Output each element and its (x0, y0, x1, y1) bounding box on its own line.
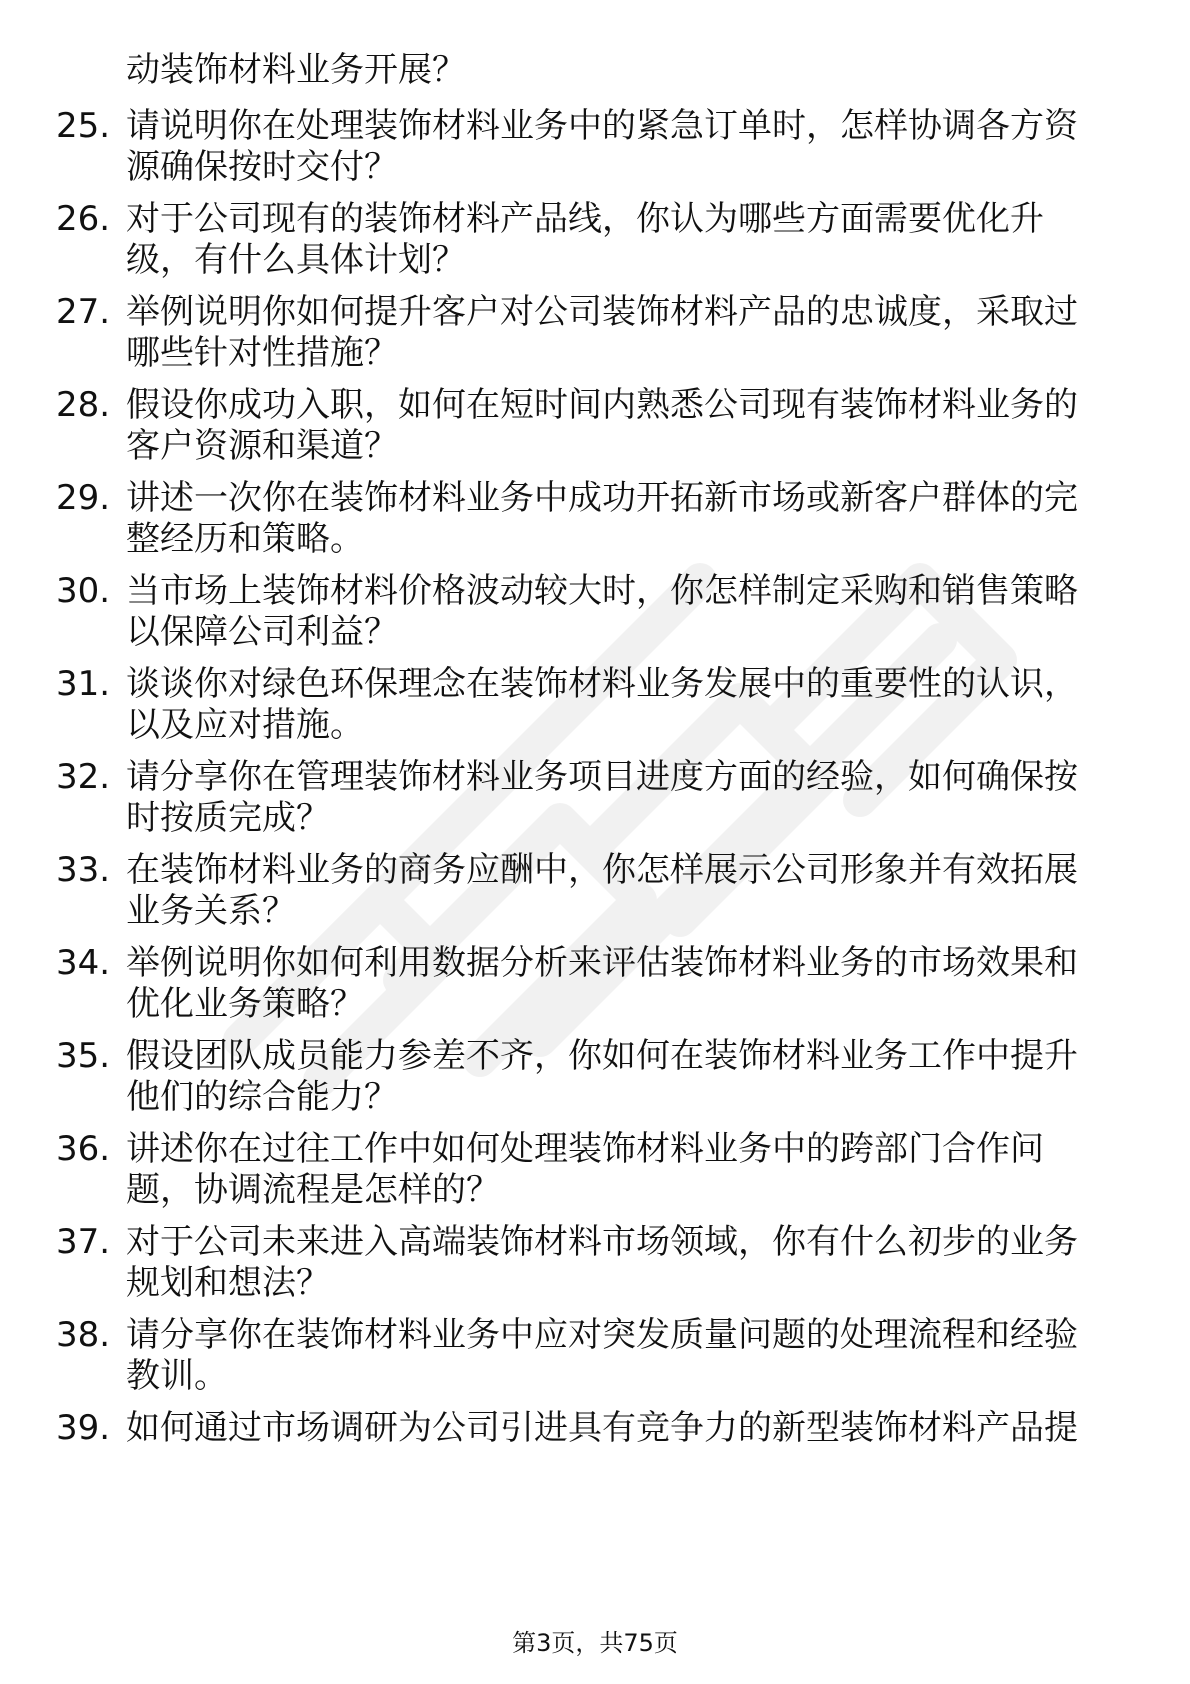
question-text-line: 讲述你在过往工作中如何处理装饰材料业务中的跨部门合作问 (126, 1129, 1044, 1169)
question-text-line: 客户资源和渠道？ (126, 426, 398, 466)
question-text-line: 哪些针对性措施？ (126, 333, 398, 373)
question-number: 38. (56, 1315, 111, 1355)
question-number: 33. (56, 850, 111, 890)
question-number: 28. (56, 385, 111, 425)
question-number: 27. (56, 292, 111, 332)
question-text-line: 级，有什么具体计划？ (126, 240, 466, 280)
question-number: 31. (56, 664, 111, 704)
question-text (126, 1036, 1166, 1118)
question-text-line: 请分享你在管理装饰材料业务项目进度方面的经验，如何确保按 (126, 757, 1078, 797)
question-number: 37. (56, 1222, 111, 1262)
question-text (126, 757, 1166, 839)
question-text-line: 规划和想法？ (126, 1263, 330, 1303)
question-text-line: 举例说明你如何利用数据分析来评估装饰材料业务的市场效果和 (126, 943, 1078, 983)
question-number: 30. (56, 571, 111, 611)
question-text (126, 1222, 1166, 1304)
question-number: 32. (56, 757, 111, 797)
question-text-line: 整经历和策略。 (126, 519, 364, 559)
question-text (126, 850, 1166, 932)
question-text-line: 在装饰材料业务的商务应酬中，你怎样展示公司形象并有效拓展 (126, 850, 1078, 890)
question-number: 25. (56, 106, 111, 146)
question-text-line: 对于公司未来进入高端装饰材料市场领域，你有什么初步的业务 (126, 1222, 1078, 1262)
question-text (126, 664, 1166, 746)
question-text-line: 源确保按时交付？ (126, 147, 398, 187)
question-text (126, 292, 1166, 374)
question-text-line: 谈谈你对绿色环保理念在装饰材料业务发展中的重要性的认识， (126, 664, 1078, 704)
question-text (126, 478, 1166, 560)
continuation-lines (126, 50, 1166, 91)
question-text-line: 他们的综合能力？ (126, 1077, 398, 1117)
question-text-line: 优化业务策略？ (126, 984, 364, 1024)
question-text-line: 请说明你在处理装饰材料业务中的紧急订单时，怎样协调各方资 (126, 106, 1078, 146)
question-text-line: 假设你成功入职，如何在短时间内熟悉公司现有装饰材料业务的 (126, 385, 1078, 425)
question-text (126, 1408, 1166, 1449)
question-text-line: 如何通过市场调研为公司引进具有竞争力的新型装饰材料产品提 (126, 1408, 1078, 1448)
question-text-line: 当市场上装饰材料价格波动较大时，你怎样制定采购和销售策略 (126, 571, 1078, 611)
question-number: 34. (56, 943, 111, 983)
question-text-line: 题，协调流程是怎样的？ (126, 1170, 500, 1210)
question-text-line: 教训。 (126, 1356, 228, 1396)
question-text (126, 943, 1166, 1025)
question-number: 29. (56, 478, 111, 518)
question-text-line: 以及应对措施。 (126, 705, 364, 745)
question-text (126, 199, 1166, 281)
question-text-line: 假设团队成员能力参差不齐，你如何在装饰材料业务工作中提升 (126, 1036, 1078, 1076)
question-text-line: 时按质完成？ (126, 798, 330, 838)
question-number: 35. (56, 1036, 111, 1076)
page-number-footer: 第3页，共75页 (512, 1629, 678, 1657)
question-text (126, 106, 1166, 188)
question-text-line: 对于公司现有的装饰材料产品线，你认为哪些方面需要优化升 (126, 199, 1044, 239)
question-text (126, 1315, 1166, 1397)
question-text-line: 举例说明你如何提升客户对公司装饰材料产品的忠诚度，采取过 (126, 292, 1078, 332)
question-text-line: 业务关系？ (126, 891, 296, 931)
question-number: 26. (56, 199, 111, 239)
question-text (126, 385, 1166, 467)
question-number: 39. (56, 1408, 111, 1448)
question-number: 36. (56, 1129, 111, 1169)
question-text-line: 讲述一次你在装饰材料业务中成功开拓新市场或新客户群体的完 (126, 478, 1078, 518)
question-text (126, 571, 1166, 653)
question-text-line: 以保障公司利益？ (126, 612, 398, 652)
question-text-line: 请分享你在装饰材料业务中应对突发质量问题的处理流程和经验 (126, 1315, 1078, 1355)
question-text (126, 1129, 1166, 1211)
continuation-line: 动装饰材料业务开展？ (126, 50, 466, 90)
